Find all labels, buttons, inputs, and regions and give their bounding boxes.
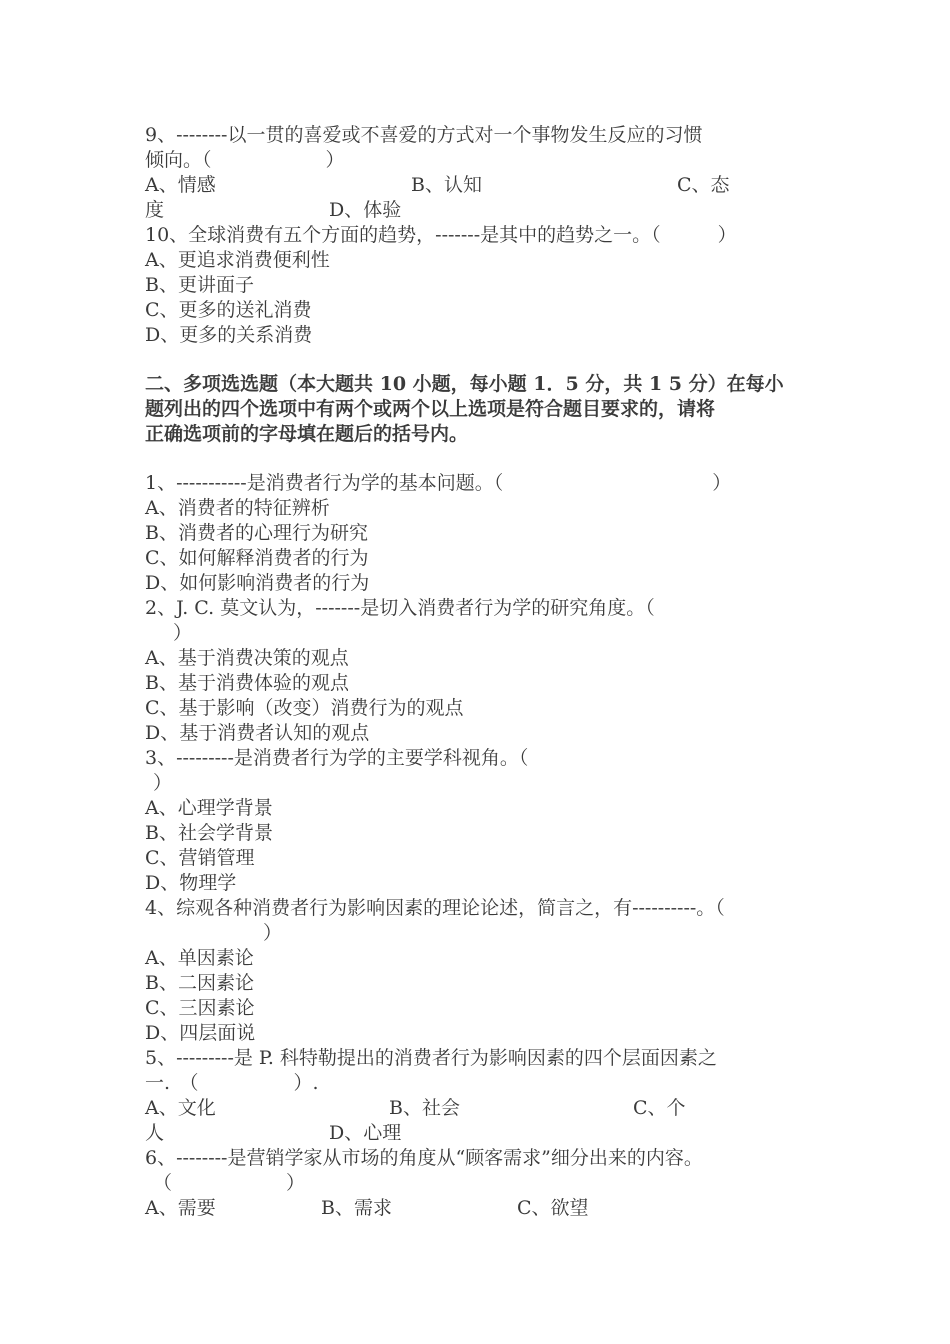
question-6-stem-line1: 6、--------是营销学家从市场的角度从“顾客需求”细分出来的内容。 bbox=[145, 1147, 703, 1169]
option-a: A、基于消费决策的观点 bbox=[145, 647, 349, 669]
option-d: D、物理学 bbox=[145, 872, 237, 894]
option-c: C、基于影响（改变）消费行为的观点 bbox=[145, 697, 464, 719]
question-6-stem-line2: （ ） bbox=[153, 1172, 306, 1194]
section-2-question-2 bbox=[145, 596, 810, 746]
question-3-stem-line2: ） bbox=[153, 772, 173, 794]
question-6-options-row1 bbox=[145, 1196, 810, 1221]
option-a: A、消费者的特征辨析 bbox=[145, 497, 330, 519]
option-b: B、基于消费体验的观点 bbox=[145, 672, 349, 694]
option-b: B、消费者的心理行为研究 bbox=[145, 522, 368, 544]
option-c: C、欲望 bbox=[517, 1197, 589, 1219]
question-1-stem: 1、-----------是消费者行为学的基本问题。（ ） bbox=[145, 472, 732, 494]
section-2-heading-line2: 题列出的四个选项中有两个或两个以上选项是符合题目要求的，请将 bbox=[145, 398, 716, 420]
question-5-options-row1 bbox=[145, 1096, 810, 1121]
option-a: A、更追求消费便利性 bbox=[145, 249, 330, 271]
question-10 bbox=[145, 223, 810, 348]
option-d: D、基于消费者认知的观点 bbox=[145, 722, 370, 744]
spacer bbox=[145, 447, 810, 471]
option-b: B、社会 bbox=[389, 1097, 460, 1119]
question-4-stem-line2: ） bbox=[263, 922, 283, 944]
question-9-stem-line1: 9、--------以一贯的喜爱或不喜爱的方式对一个事物发生反应的习惯 bbox=[145, 124, 703, 146]
question-9-options-row2 bbox=[145, 198, 810, 223]
question-9-options-row1 bbox=[145, 173, 810, 198]
question-5-stem-line1: 5、---------是 P. 科特勒提出的消费者行为影响因素的四个层面因素之 bbox=[145, 1047, 717, 1069]
section-2-question-1 bbox=[145, 471, 810, 596]
option-b: B、更讲面子 bbox=[145, 274, 254, 296]
option-b: B、二因素论 bbox=[145, 972, 254, 994]
option-d: D、四层面说 bbox=[145, 1022, 256, 1044]
section-2-heading bbox=[145, 372, 810, 447]
question-10-stem: 10、全球消费有五个方面的趋势，-------是其中的趋势之一。（ ） bbox=[145, 224, 737, 246]
question-3-stem-line1: 3、---------是消费者行为学的主要学科视角。（ bbox=[145, 747, 529, 769]
option-a: A、需要 bbox=[145, 1197, 216, 1219]
question-9-stem-line2: 倾向。（ ） bbox=[145, 149, 345, 171]
option-a: A、心理学背景 bbox=[145, 797, 273, 819]
question-5-options-row2 bbox=[145, 1121, 810, 1146]
option-d: D、如何影响消费者的行为 bbox=[145, 572, 370, 594]
question-2-stem-line2: ） bbox=[173, 622, 193, 644]
question-9 bbox=[145, 123, 810, 223]
option-d: D、更多的关系消费 bbox=[145, 324, 313, 346]
question-5-stem-line2: 一. （ ）. bbox=[145, 1072, 319, 1094]
option-c: C、更多的送礼消费 bbox=[145, 299, 312, 321]
option-b: B、认知 bbox=[411, 174, 482, 196]
option-c: C、个 bbox=[633, 1097, 686, 1119]
option-b: B、社会学背景 bbox=[145, 822, 273, 844]
option-d: D、心理 bbox=[329, 1122, 402, 1144]
section-2-question-5 bbox=[145, 1046, 810, 1146]
option-a: A、文化 bbox=[145, 1097, 216, 1119]
option-c: C、营销管理 bbox=[145, 847, 255, 869]
option-a: A、单因素论 bbox=[145, 947, 254, 969]
option-c: C、三因素论 bbox=[145, 997, 255, 1019]
option-b: B、需求 bbox=[321, 1197, 392, 1219]
section-2-question-6 bbox=[145, 1146, 810, 1221]
option-c: C、如何解释消费者的行为 bbox=[145, 547, 369, 569]
question-4-stem-line1: 4、综观各种消费者行为影响因素的理论论述，简言之，有----------。（ bbox=[145, 897, 725, 919]
section-2-heading-line3: 正确选项前的字母填在题后的括号内。 bbox=[145, 423, 469, 445]
question-2-stem-line1: 2、J. C. 莫文认为，-------是切入消费者行为学的研究角度。（ bbox=[145, 597, 655, 619]
option-c: C、态 bbox=[677, 174, 730, 196]
spacer bbox=[145, 348, 810, 372]
section-2-heading-line1: 二、多项选选题（本大题共 10 小题，每小题 1．5 分，共 1 5 分）在每小 bbox=[145, 373, 784, 395]
option-c-continued: 度 bbox=[145, 199, 165, 221]
option-a: A、情感 bbox=[145, 174, 216, 196]
section-2-question-3 bbox=[145, 746, 810, 896]
option-d: D、体验 bbox=[329, 199, 402, 221]
exam-page bbox=[145, 123, 810, 1221]
section-2-question-4 bbox=[145, 896, 810, 1046]
option-c-continued: 人 bbox=[145, 1122, 165, 1144]
